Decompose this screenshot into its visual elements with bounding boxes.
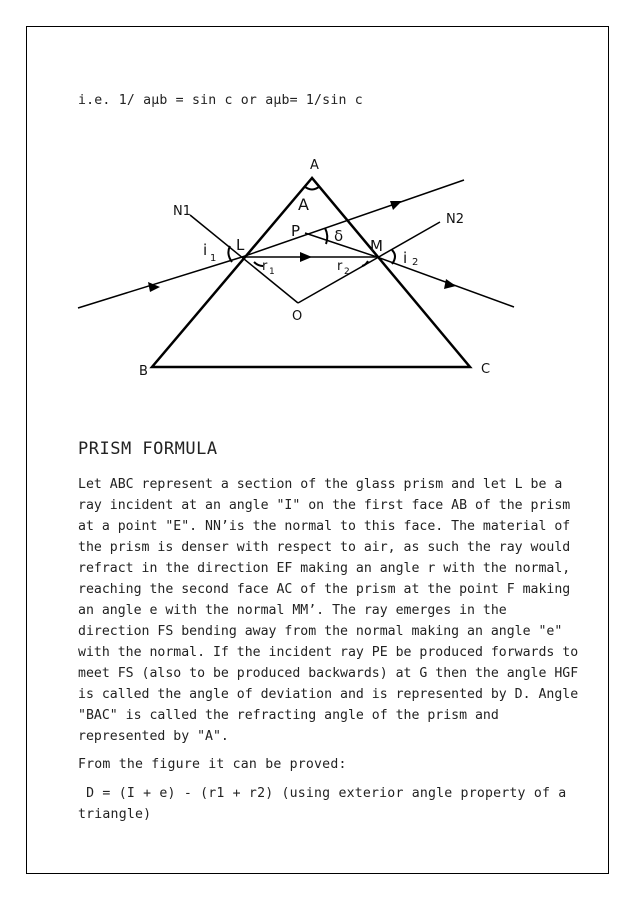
label-vertex-a: A <box>310 158 319 173</box>
paragraph-line: ray incident at an angle "I" on the first face AB of the prism <box>78 498 571 513</box>
extended-arrowhead <box>390 201 402 210</box>
label-i1: i <box>203 241 208 259</box>
paragraph-line: represented by "A". <box>78 729 229 744</box>
refracted-arrowhead <box>300 252 312 262</box>
label-point-m: M <box>370 237 383 255</box>
label-r2: r <box>337 259 343 274</box>
label-point-o: O <box>292 309 303 324</box>
emergent-arrowhead <box>444 279 456 289</box>
paragraph-line: with the normal. If the incident ray PE be produced forwards to <box>78 645 579 660</box>
paragraph-line: refract in the direction EF making an angle r with the normal, <box>78 561 571 576</box>
label-r1-sub: 1 <box>269 267 275 277</box>
label-point-l: L <box>236 236 245 254</box>
angle-r2-arc <box>362 261 368 266</box>
body-paragraph <box>78 474 579 747</box>
section-heading: PRISM FORMULA <box>78 439 218 459</box>
label-r1: r <box>262 259 268 274</box>
label-angle-a: A <box>298 195 309 214</box>
paragraph-line: Let ABC represent a section of the glass prism and let L be a <box>78 477 563 492</box>
label-r2-sub: 2 <box>344 267 350 277</box>
paragraph-line: reaching the second face AC of the prism at the point F making <box>78 582 571 597</box>
label-i2-sub: 2 <box>412 257 419 268</box>
label-vertex-b: B <box>139 364 148 379</box>
prism-triangle <box>152 178 470 367</box>
normal-n2 <box>298 222 440 303</box>
intro-equation: i.e. 1/ aμb = sin c or aμb= 1/sin c <box>78 93 363 108</box>
angle-delta-arc <box>325 228 327 244</box>
angle-i2-arc <box>392 250 395 264</box>
label-vertex-c: C <box>481 362 491 377</box>
label-delta: δ <box>334 227 344 245</box>
paragraph-line: is called the angle of deviation and is represented by D. Angle <box>78 687 579 702</box>
formula-line-1: D = (I + e) - (r1 + r2) (using exterior angle property of a <box>78 786 567 801</box>
label-n1: N1 <box>173 204 191 219</box>
paragraph-line: "BAC" is called the refracting angle of the prism and <box>78 708 499 723</box>
formula-line-2: triangle) <box>78 807 152 822</box>
proof-intro: From the figure it can be proved: <box>78 757 347 772</box>
prism-diagram <box>0 0 638 440</box>
incident-ray <box>78 257 242 308</box>
incident-ray-extended <box>242 180 464 257</box>
paragraph-line: meet FS (also to be produced backwards) at G then the angle HGF <box>78 666 579 681</box>
paragraph-line: an angle e with the normal MM’. The ray emerges in the <box>78 603 507 618</box>
paragraph-line: the prism is denser with respect to air, as such the ray would <box>78 540 571 555</box>
label-i2: i <box>403 249 408 267</box>
paragraph-line: direction FS bending away from the normal making an angle "e" <box>78 624 563 639</box>
label-i1-sub: 1 <box>210 253 217 264</box>
normal-n1 <box>190 215 301 303</box>
label-point-p: P <box>291 222 301 240</box>
label-n2: N2 <box>446 212 464 227</box>
paragraph-line: at a point "E". NN’is the normal to this face. The material of <box>78 519 571 534</box>
